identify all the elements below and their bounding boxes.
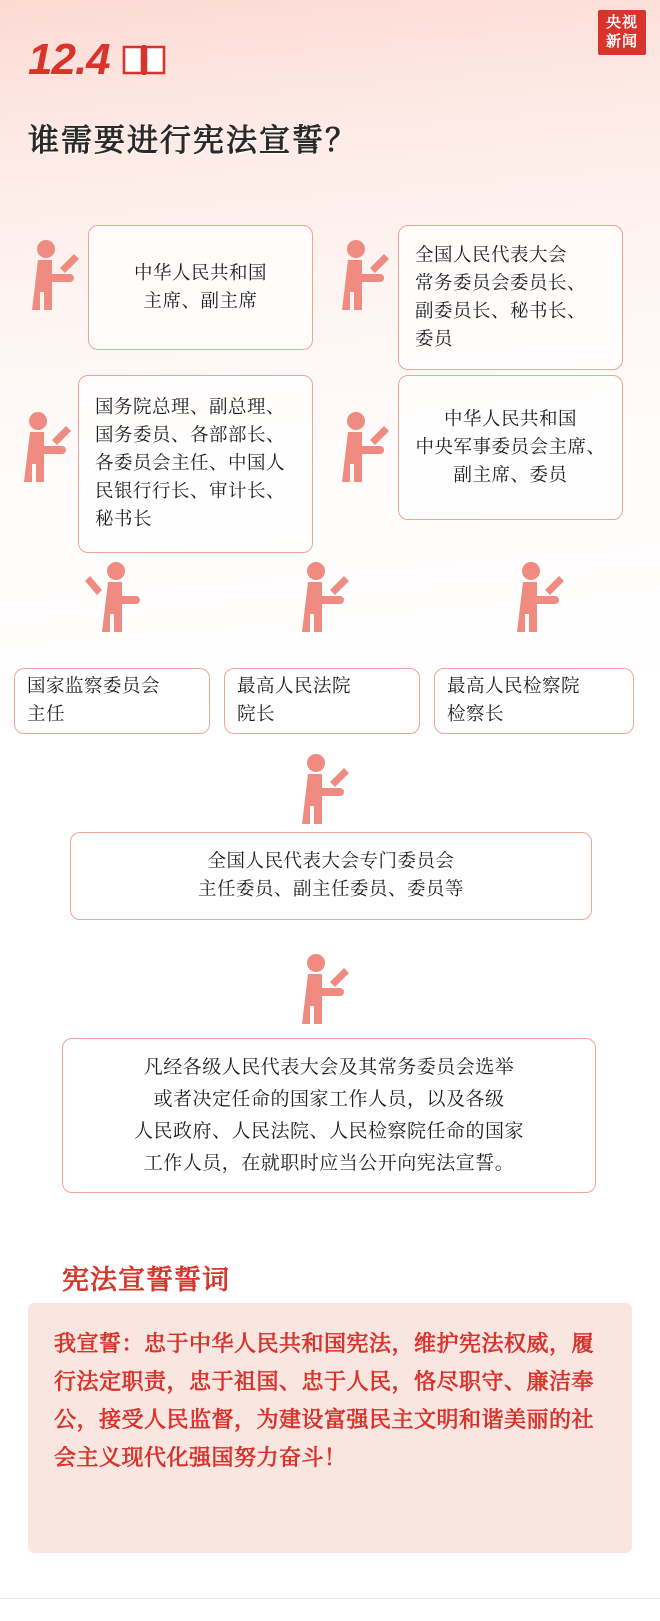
role-box-text: 全国人民代表大会 常务委员会委员长、 副委员长、秘书长、 委员 [415,245,587,350]
role-box-text: 全国人民代表大会专门委员会 主任委员、副主任委员、委员等 [197,852,464,900]
role-box-text: 最高人民检察院 检察长 [447,677,581,725]
role-box-supreme-court [224,668,420,734]
role-box-npc-standing [398,225,623,370]
logo-line2: 新闻 [605,33,638,50]
bottom-divider [0,1598,660,1599]
open-book-icon [122,43,166,77]
role-box-text: 中华人民共和国 中央军事委员会主席、 副主席、委员 [415,409,606,486]
role-box-text: 国务院总理、副总理、 国务委员、各部部长、 各委员会主任、中国人 民银行行长、审计长、 秘书长 [95,398,286,530]
page-title: 谁需要进行宪法宣誓？ [28,123,358,158]
role-box-state-council [78,375,313,553]
role-box-president [88,225,313,350]
person-icon [330,410,394,484]
person-icon [12,410,76,484]
oath-title: 宪法宣誓誓词 [62,1265,230,1295]
person-icon [290,560,354,634]
role-box-text: 最高人民法院 院长 [237,677,352,725]
logo-line1: 央视 [605,14,638,31]
date-row [28,35,166,84]
person-icon [20,238,84,312]
person-icon [290,752,354,826]
role-box-supreme-procuratorate [434,668,634,734]
person-icon [330,238,394,312]
role-box-cmc [398,375,623,520]
oath-text: 我宣誓：忠于中华人民共和国宪法，维护宪法权威，履行法定职责，忠于祖国、忠于人民，恪尽职守、廉洁奉公，接受人民监督，为建设富强民主文明和谐美丽的社会主义现代化强国努力奋斗！ [28,1303,632,1553]
role-box-text: 中华人民共和国 主席、副主席 [133,263,267,312]
cctv-news-logo [598,10,646,55]
role-box-special-committees [70,832,592,920]
person-icon [505,560,569,634]
role-box-supervision [14,668,210,734]
date-label: 12.4 [28,35,110,84]
role-box-text: 国家监察委员会 主任 [27,677,161,725]
person-icon [290,952,354,1026]
role-box-text: 凡经各级人民代表大会及其常务委员会选举 或者决定任命的国家工作人员，以及各级 人民政府、人民法院、人民检察院任命的国家 工作人员，在就职时应当公开向宪法宣誓。 [133,1056,524,1174]
person-icon [84,560,148,634]
role-box-all-officials [62,1038,596,1193]
